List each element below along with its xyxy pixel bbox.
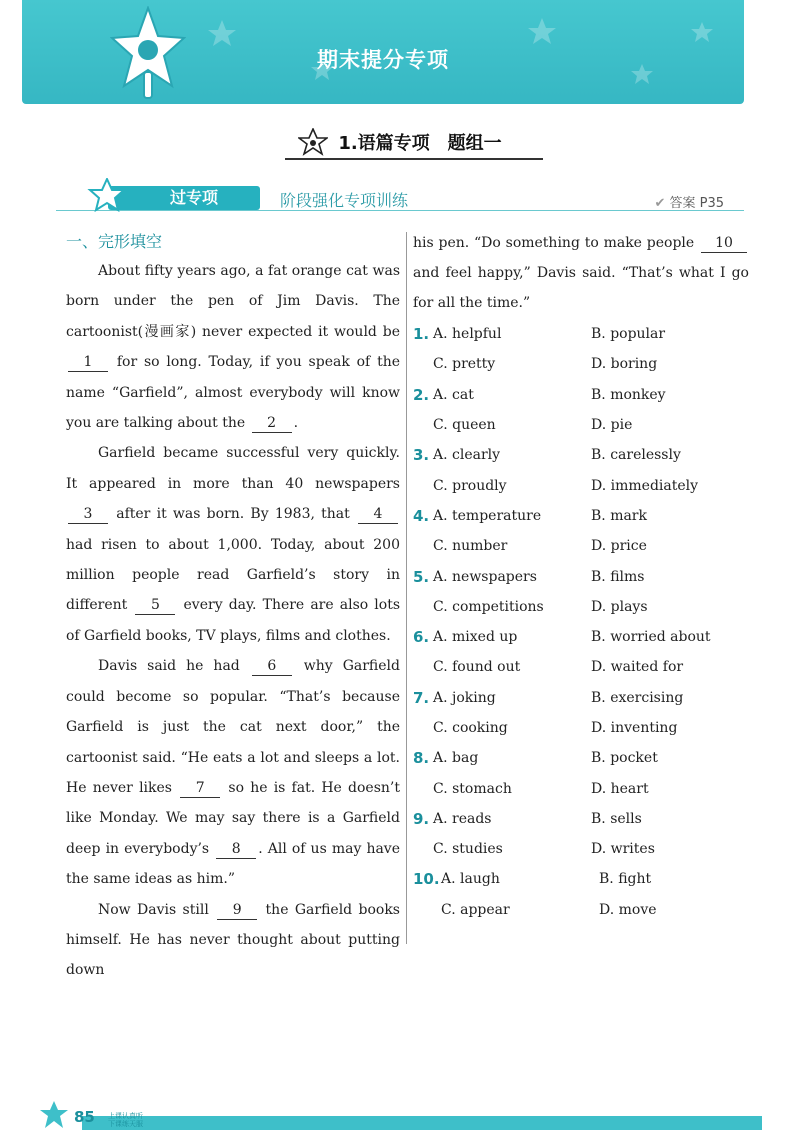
options-list: [413, 319, 749, 925]
banner-title: 期末提分专项: [317, 48, 449, 72]
option-a[interactable]: A. cat: [433, 386, 474, 403]
option-row: [413, 319, 749, 349]
option-c[interactable]: C. number: [433, 538, 508, 555]
answer-reference: ✔ 答案 P35: [654, 196, 724, 211]
option-row: [413, 410, 749, 440]
passage-paragraph: Garfield became successful very quickly. It appeared in more than 40 newspapers 3 after it was born. By 1983, that 4 had risen to about 1,000. Today, about 200 million people read Garfield’s story in different 5 every day. There are also lots of Garfield books, TV plays, films and clothes.: [66, 445, 400, 644]
options-column: [413, 228, 749, 925]
question-number: 8.: [413, 749, 430, 768]
section-title-text: 1.语篇专项 题组一: [338, 133, 502, 154]
option-row: [413, 561, 749, 591]
passage-paragraph: Davis said he had 6 why Garfield could become so popular. “That’s because Garfield is just the cat next door,” the cartoonist said. “He eats a lot and sleeps a lot. He never likes 7 so he is fat. He doesn’t like Monday. We may say there is a Garfield deep in everybody’s 8 . All of us may have the same ideas as him.”: [66, 658, 400, 888]
column-divider: [406, 232, 407, 944]
option-b[interactable]: B. monkey: [591, 386, 666, 403]
option-a[interactable]: A. bag: [433, 750, 479, 767]
option-b[interactable]: B. fight: [599, 871, 652, 888]
option-row: [413, 622, 749, 652]
blank-3[interactable]: 3: [68, 505, 108, 524]
option-c[interactable]: C. appear: [441, 901, 510, 918]
header-banner: [22, 0, 744, 104]
question-number: 1.: [413, 325, 430, 344]
option-d[interactable]: D. immediately: [591, 477, 699, 494]
option-row: [413, 713, 749, 743]
blank-9[interactable]: 9: [217, 901, 257, 920]
option-d[interactable]: D. boring: [591, 356, 658, 373]
passage-continuation: his pen. “Do something to make people 10 and feel happy,” Davis said. “That’s what I go for all the time.”: [413, 235, 749, 311]
option-a[interactable]: A. reads: [433, 810, 492, 827]
option-a[interactable]: A. newspapers: [433, 568, 537, 585]
blank-5[interactable]: 5: [135, 596, 175, 615]
option-row: [413, 683, 749, 713]
option-d[interactable]: D. writes: [591, 841, 655, 858]
option-b[interactable]: B. sells: [591, 810, 642, 827]
question-number: 9.: [413, 809, 430, 828]
footer-bar: [82, 1116, 762, 1130]
option-row: [413, 592, 749, 622]
blank-8[interactable]: 8: [216, 840, 256, 859]
option-c[interactable]: C. proudly: [433, 477, 507, 494]
option-d[interactable]: D. move: [599, 901, 657, 918]
option-row: [413, 743, 749, 773]
option-b[interactable]: B. popular: [591, 326, 666, 343]
question-number: 2.: [413, 385, 430, 404]
question-number: 10.: [413, 870, 440, 889]
option-a[interactable]: A. clearly: [433, 447, 501, 464]
question-number: 5.: [413, 567, 430, 586]
passage-paragraph: Now Davis still 9 the Garfield books himself. He has never thought about putting down: [66, 901, 400, 979]
blank-10[interactable]: 10: [701, 234, 747, 253]
option-row: [413, 380, 749, 410]
option-c[interactable]: C. queen: [433, 417, 496, 434]
option-row: [413, 834, 749, 864]
option-a[interactable]: A. joking: [433, 689, 496, 706]
option-b[interactable]: B. films: [591, 568, 645, 585]
footer-note: 上课认真听 下课练天服: [108, 1112, 143, 1128]
blank-6[interactable]: 6: [252, 657, 292, 676]
option-a[interactable]: A. temperature: [433, 507, 542, 524]
option-a[interactable]: A. helpful: [433, 326, 502, 343]
blank-7[interactable]: 7: [180, 779, 220, 798]
question-number: 4.: [413, 506, 430, 525]
option-row: [413, 773, 749, 803]
option-c[interactable]: C. stomach: [433, 780, 512, 797]
option-d[interactable]: D. plays: [591, 598, 648, 615]
option-b[interactable]: B. worried about: [591, 629, 711, 646]
blank-1[interactable]: 1: [68, 353, 108, 372]
footer: [22, 1108, 762, 1130]
option-c[interactable]: C. competitions: [433, 598, 544, 615]
option-row: [413, 864, 749, 894]
option-row: [413, 349, 749, 379]
option-b[interactable]: B. mark: [591, 507, 647, 524]
option-c[interactable]: C. studies: [433, 841, 503, 858]
option-c[interactable]: C. found out: [433, 659, 521, 676]
option-row: [413, 531, 749, 561]
blank-4[interactable]: 4: [358, 505, 398, 524]
passage-column: [66, 228, 400, 986]
passage-paragraph: About fifty years ago, a fat orange cat was born under the pen of Jim Davis. The cartoonist(漫画家) never expected it would be 1 for so long. Today, if you speak of the name “Garfield”, almost everybody will know you are talking about the 2 .: [66, 263, 400, 432]
option-b[interactable]: B. exercising: [591, 689, 684, 706]
option-d[interactable]: D. waited for: [591, 659, 684, 676]
question-number: 3.: [413, 446, 430, 465]
option-a[interactable]: A. laugh: [441, 871, 500, 888]
option-row: [413, 652, 749, 682]
practice-badge: 过专项: [108, 186, 260, 210]
option-d[interactable]: D. inventing: [591, 720, 678, 736]
option-d[interactable]: D. heart: [591, 780, 649, 797]
practice-subtitle: 阶段强化专项训练: [280, 191, 409, 210]
section-title: [0, 128, 800, 156]
option-d[interactable]: D. pie: [591, 417, 633, 434]
option-b[interactable]: B. pocket: [591, 750, 658, 767]
option-row: [413, 895, 749, 925]
option-row: [413, 804, 749, 834]
question-heading: 一、完形填空: [66, 232, 163, 251]
option-b[interactable]: B. carelessly: [591, 447, 681, 464]
section-underline: [285, 158, 543, 160]
option-a[interactable]: A. mixed up: [433, 629, 518, 646]
practice-bar: [56, 178, 744, 218]
page-number: 85: [74, 1108, 95, 1126]
practice-mascot-icon: [84, 178, 130, 212]
option-c[interactable]: C. cooking: [433, 720, 508, 736]
option-row: [413, 501, 749, 531]
footer-mascot-icon: [36, 1100, 72, 1130]
star-badge-icon: [298, 128, 328, 156]
question-number: 7.: [413, 688, 430, 707]
blank-2[interactable]: 2: [252, 414, 292, 433]
option-row: [413, 470, 749, 500]
question-number: 6.: [413, 628, 430, 647]
option-c[interactable]: C. pretty: [433, 356, 496, 373]
check-icon: ✔: [654, 196, 666, 211]
option-row: [413, 440, 749, 470]
option-d[interactable]: D. price: [591, 538, 647, 555]
